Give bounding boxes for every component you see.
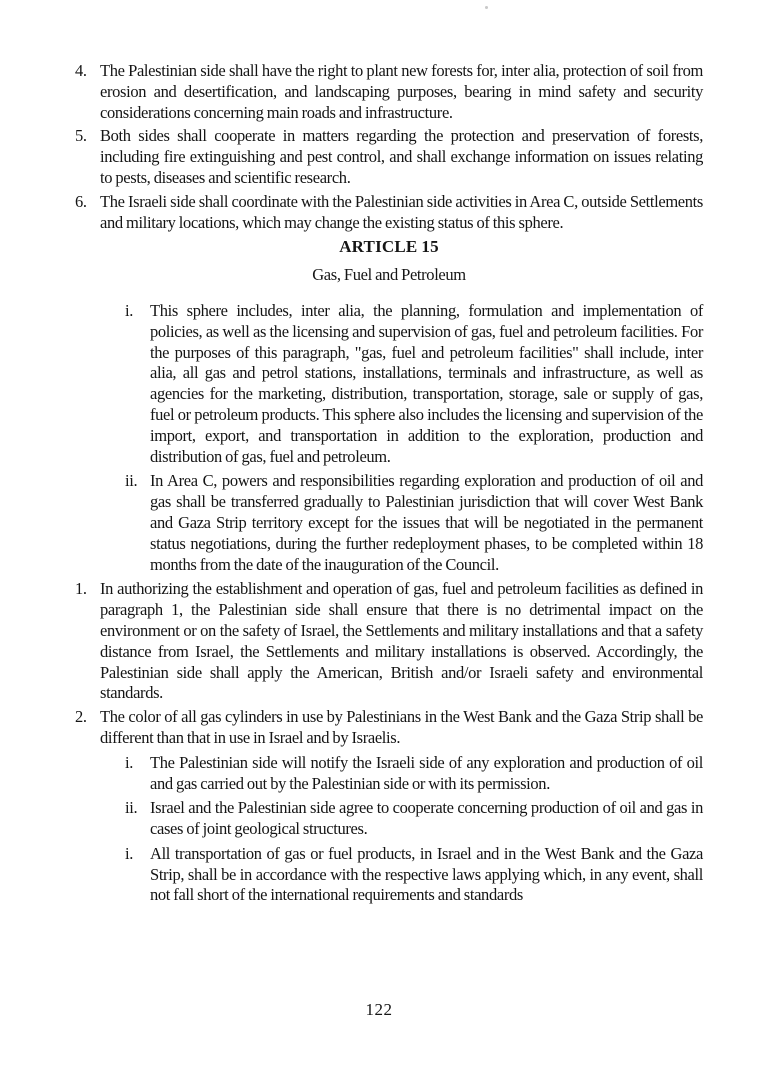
item-marker: i.: [125, 300, 134, 320]
sub-item-ii: [125, 798, 703, 840]
item-text: The Palestinian side shall have the right to plant new forests for, inter alia, protection of soil from erosion and desertification, and landscaping purposes, bearing in mind safety and security considerations concerning main roads and infrastructure.: [100, 61, 703, 122]
page-content: [75, 61, 703, 906]
item-text: In authorizing the establishment and operation of gas, fuel and petroleum facilities as defined in paragraph 1, the Palestinian side shall ensure that there is no detrimental impact on the environment or on the safety of Israel, the Settlements and military installations and that a safety distance from Israel, the Settlements and military installations is observed. Accordingly, the Palestinian side shall apply the American, British and/or Israeli safety and environmental standards.: [100, 579, 703, 703]
list-item-5: [75, 126, 703, 188]
item-marker: ii.: [125, 471, 138, 491]
item-text: This sphere includes, inter alia, the planning, formulation and implementation of policies, as well as the licensing and supervision of gas, fuel and petroleum facilities. For the purposes of this paragraph, "gas, fuel and petroleum facilities" shall include, inter alia, all gas and petrol stations, installations, terminals and infrastructure, as well as agencies for the marketing, distribution, transportation, storage, sale or supply of gas, fuel or petroleum products. This sphere also includes the licensing and supervision of the import, export, and transportation in addition to the exploration, production and distribution of gas, fuel and petroleum.: [150, 300, 703, 466]
item-marker: ii.: [125, 798, 138, 818]
item-text: In Area C, powers and responsibilities regarding exploration and production of oil and gas shall be transferred gradually to Palestinian jurisdiction that will cover West Bank and Gaza Strip territory except for the issues that will be negotiated in the permanent status negotiations, during the further redeployment phases, to be completed within 18 months from the date of the inauguration of the Council.: [150, 471, 703, 574]
sub-item-i-1: [125, 753, 703, 795]
list-item-4: [75, 61, 703, 123]
list-item-1: [75, 579, 703, 704]
list-item-2: [75, 707, 703, 749]
article-heading: ARTICLE 15: [339, 237, 439, 257]
item-marker: 5.: [75, 126, 87, 146]
scan-artifact-dot: [485, 6, 488, 9]
item-text: Both sides shall cooperate in matters regarding the protection and preservation of forests, including fire extinguishing and pest control, and shall exchange information on issues relating to pests, diseases and scientific research.: [100, 126, 703, 187]
item-text: The color of all gas cylinders in use by Palestinians in the West Bank and the Gaza Strip shall be different than that in use in Israel and by Israelis.: [100, 707, 703, 747]
item-text: Israel and the Palestinian side agree to cooperate concerning production of oil and gas in cases of joint geological structures.: [150, 798, 703, 839]
sub-item-i-2: [125, 844, 703, 906]
item-marker: 1.: [75, 579, 87, 599]
list-item-6: [75, 192, 703, 234]
roman-item-i: [125, 301, 703, 467]
article-subheading: Gas, Fuel and Petroleum: [312, 265, 466, 285]
item-marker: 2.: [75, 707, 87, 727]
item-marker: 4.: [75, 61, 87, 80]
page-number: 122: [365, 1000, 393, 1019]
roman-item-ii: [125, 471, 703, 575]
item-marker: 6.: [75, 191, 87, 211]
item-text: All transportation of gas or fuel products, in Israel and in the West Bank and the Gaza Strip, shall be in accordance with the respective laws applying which, in any event, shall not fall short of the international requirements and standards: [150, 843, 703, 905]
item-marker: i.: [125, 752, 134, 772]
item-text: The Palestinian side will notify the Israeli side of any exploration and production of oil and gas carried out by the Palestinian side or with its permission.: [150, 752, 703, 793]
item-text: The Israeli side shall coordinate with the Palestinian side activities in Area C, outside Settlements and military locations, which may change the existing status of this sphere.: [100, 191, 703, 232]
item-marker: i.: [125, 843, 134, 863]
